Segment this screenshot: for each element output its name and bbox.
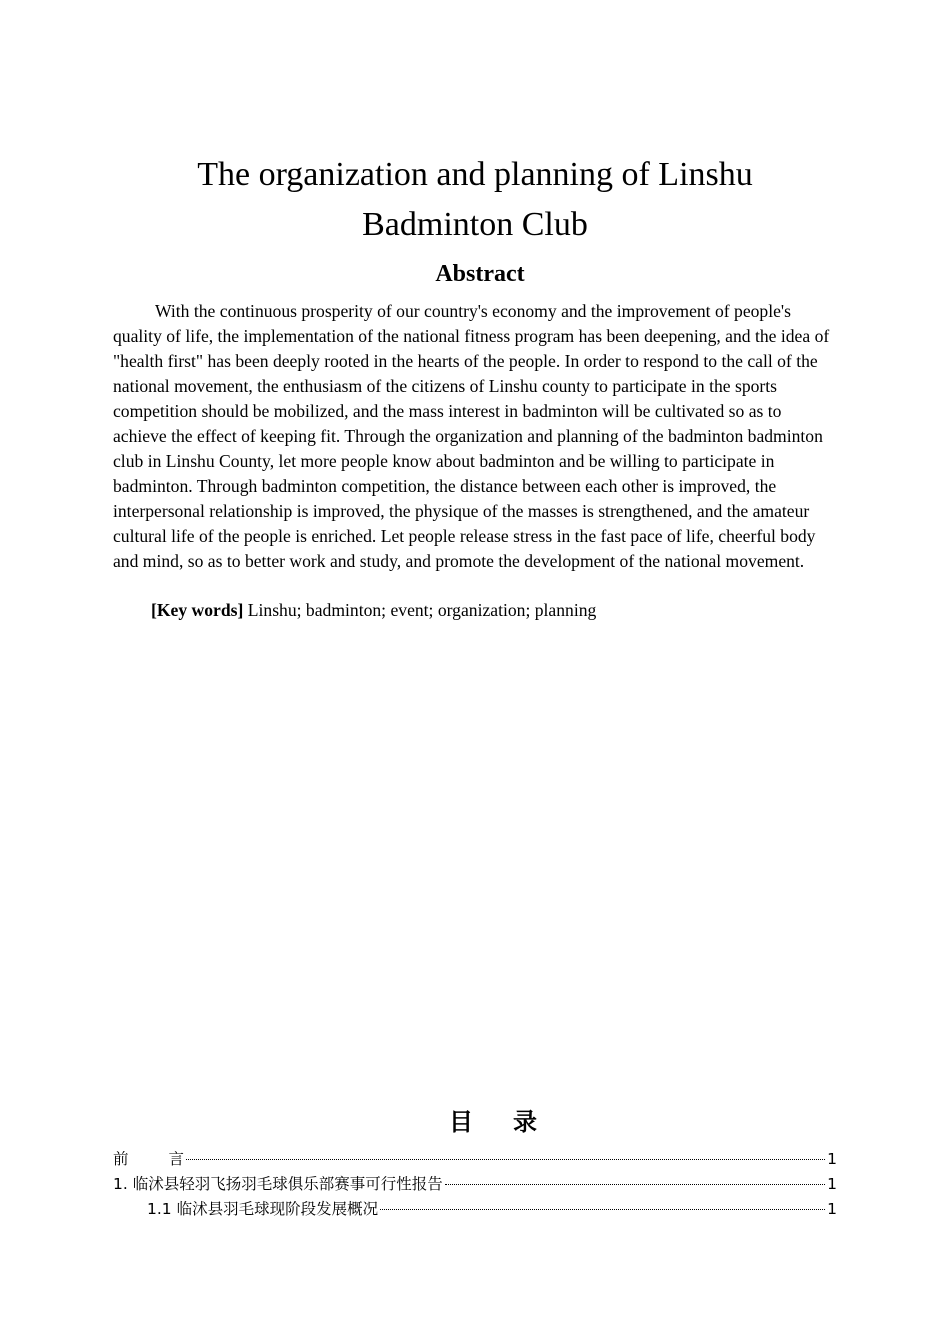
toc-entry-page: 1 <box>827 1200 837 1218</box>
toc-entry-label <box>113 1147 184 1172</box>
title-line-2: Badminton Club <box>362 206 588 243</box>
table-of-contents <box>113 1147 837 1222</box>
toc-entry-page: 1 <box>827 1175 837 1193</box>
keywords-label: [Key words] <box>151 600 244 620</box>
toc-entry-page: 1 <box>827 1150 837 1168</box>
toc-dot-leader <box>186 1159 825 1160</box>
keywords-line <box>113 598 837 623</box>
toc-entry-label: 1.1 临沭县羽毛球现阶段发展概况 <box>147 1200 379 1218</box>
abstract-body: With the continuous prosperity of our country's economy and the improvement of people's quality of life, the implementation of the national fitness program has been deepening, and the idea of "health first" has been deeply rooted in the hearts of the people. In order to respond to the call of the national movement, the enthusiasm of the citizens of Linshu county to participate in the sports competition should be mobilized, and the mass interest in badminton will be cultivated so as to achieve the effect of keeping fit. Through the organization and planning of the badminton badminton club in Linshu County, let more people know about badminton and be willing to participate in badminton. Through badminton competition, the distance between each other is improved, the interpersonal relationship is improved, the physique of the masses is strengthened, and the amateur cultural life of the people is enriched. Let people release stress in the fast pace of life, cheerful body and mind, so as to better work and study, and promote the development of the national movement. <box>113 301 830 571</box>
toc-heading: 目录 <box>449 1108 577 1136</box>
toc-entry-label-part-a: 前 <box>113 1150 129 1168</box>
toc-entry-preface[interactable] <box>113 1147 837 1172</box>
toc-entry-section-1-1[interactable] <box>113 1197 837 1222</box>
keywords-text: Linshu; badminton; event; organization; planning <box>243 600 597 620</box>
title-line-1: The organization and planning of Linshu <box>197 156 753 193</box>
abstract-heading: Abstract <box>435 261 525 287</box>
toc-entry-label-part-b: 言 <box>168 1150 185 1168</box>
toc-entry-chapter-1[interactable] <box>113 1172 837 1197</box>
toc-dot-leader <box>380 1209 825 1210</box>
toc-dot-leader <box>445 1184 825 1185</box>
toc-entry-label: 1. 临沭县轻羽飞扬羽毛球俱乐部赛事可行性报告 <box>113 1175 443 1193</box>
document-title <box>113 150 837 250</box>
